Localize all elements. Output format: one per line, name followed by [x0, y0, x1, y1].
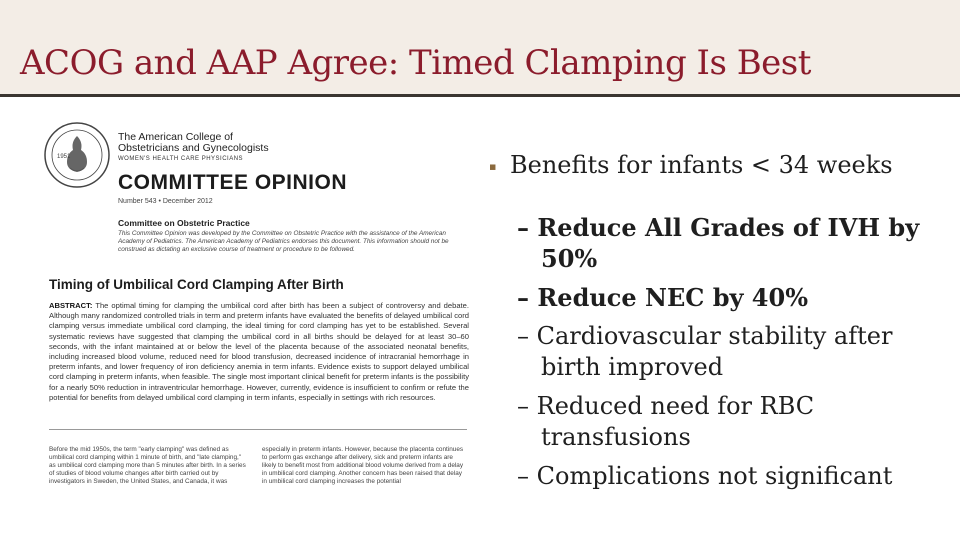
sub-bullet-list [517, 212, 957, 500]
org-line-2: Obstetricians and Gynecologists [118, 142, 269, 154]
bullet-marker-icon: ▪ [489, 160, 497, 173]
sub-bullet-ivh: – Reduce All Grades of IVH by 50% [517, 213, 920, 273]
sub-bullet-complications: – Complications not significant [517, 462, 893, 490]
opinion-number-date: Number 543 • December 2012 [118, 198, 213, 205]
section-divider [49, 429, 467, 430]
slide-title: ACOG and AAP Agree: Timed Clamping Is Best [20, 43, 811, 83]
committee-opinion-document [40, 115, 480, 510]
committee-opinion-heading: COMMITTEE OPINION [118, 171, 347, 194]
sub-bullet-rbc: – Reduced need for RBC transfusions [517, 392, 815, 451]
abstract-label: ABSTRACT: [49, 301, 93, 310]
seal-year: 1951 [57, 154, 71, 160]
sub-bullet-nec: – Reduce NEC by 40% [517, 283, 809, 312]
document-title: Timing of Umbilical Cord Clamping After Birth [49, 277, 344, 292]
acog-seal-icon [42, 120, 112, 190]
body-column-left: Before the mid 1950s, the term "early clamping" was defined as umbilical cord clamping within 1 minute of birth, and "late clamping," as umbilical cord clamping more than 5 minutes after birth. In a series of studies of blood volume changes after birth carried out by investigators in Sweden, the United States, and Canada, it was [49, 446, 246, 485]
abstract-text: The optimal timing for clamping the umbilical cord after birth has been a subject of controversy and debate. Although many randomized controlled trials in term and preterm infants have evaluated the benefits of delayed umbilical cord clamping versus immediate umbilical cord clamping, the ideal timing for cord clamping has yet to be established. Several systematic reviews have suggested that clamping the umbilical cord in all births should be delayed for at least 30–60 seconds, with the infant maintained at or below the level of the placenta because of the associated neonatal benefits, including increased blood volume, reduced need for blood transfusion, decreased incidence of intracranial hemorrhage in preterm infants, and lower frequency of iron deficiency anemia in term infants. Evidence exists to support delayed umbilical cord clamping in preterm infants, when feasible. The single most important clinical benefit for preterm infants is the possibility for a nearly 50% reduction in intraventricular hemorrhage. However, currently, evidence is insufficient to confirm or refute the potential for benefits from delayed umbilical cord clamping in term infants, especially in settings with rich resources. [49, 301, 469, 402]
committee-note: This Committee Opinion was developed by the Committee on Obstetric Practice with the assistance of the American Academy of Pediatrics. The American Academy of Pediatrics endorses this document. This information should not be construed as dictating an exclusive course of treatment or procedure to be followed. [118, 230, 449, 253]
body-column-right: especially in preterm infants. However, because the placenta continues to perform gas exchange after delivery, sick and preterm infants are likely to benefit most from additional blood volume derived from a delay in umbilical cord clamping. Another concern has been raised that delay in umbilical cord clamping increases the potential [262, 446, 464, 485]
org-name [118, 132, 269, 165]
sub-bullet-cardiovascular: – Cardiovascular stability after birth improved [517, 322, 893, 381]
abstract [49, 301, 469, 421]
title-divider [0, 94, 960, 97]
main-bullet-text: Benefits for infants < 34 weeks [510, 151, 893, 179]
org-line-1: The American College of [118, 131, 233, 143]
org-tagline: WOMEN'S HEALTH CARE PHYSICIANS [118, 156, 244, 162]
committee-name: Committee on Obstetric Practice [118, 218, 250, 228]
